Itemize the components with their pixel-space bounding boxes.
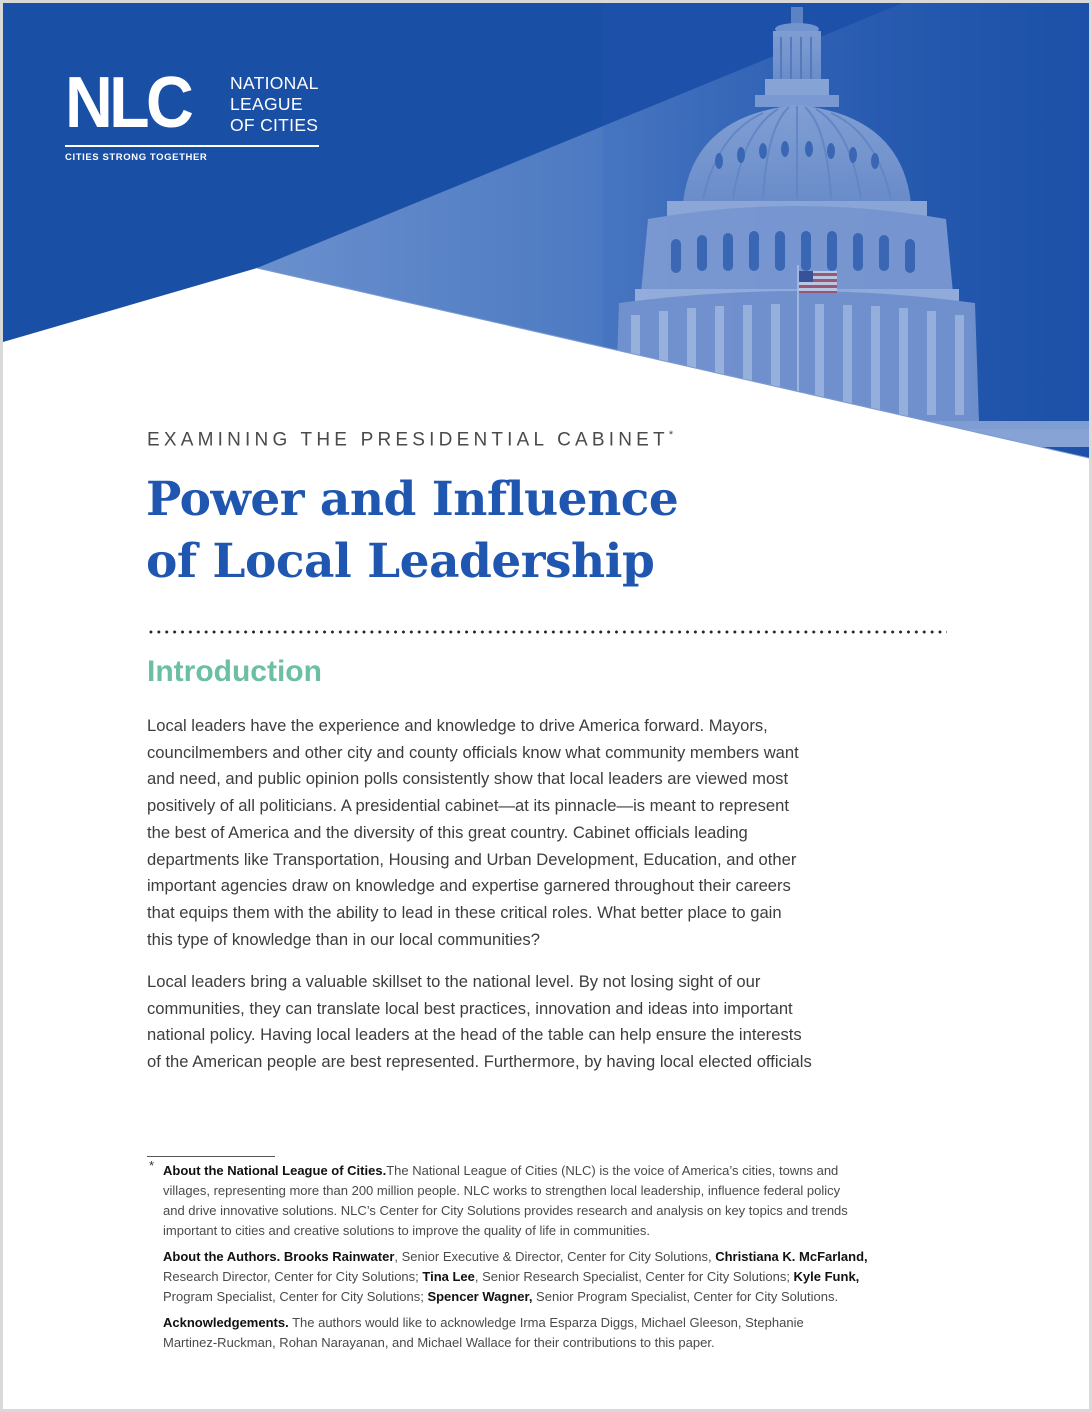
text-line: departments like Transportation, Housing and Urban Development, Education, and other [147,849,797,869]
text-line: communities, they can translate local best practices, innovation and ideas into important [147,998,793,1018]
logo-tagline: CITIES STRONG TOGETHER [65,152,208,163]
text-line: important to cities and creative solutions to improve the quality of life in communities. [163,1223,651,1238]
author-role: , Senior Research Specialist, Center for City Solutions; [474,1269,794,1284]
footnote-divider [147,1156,275,1157]
hero-banner [3,3,1089,463]
text-line: Local leaders bring a valuable skillset to the national level. By not losing sight of our [147,972,761,991]
text-line: and drive innovative solutions. NLC’s Center for City Solutions provides research and analysis on key topics and trends [163,1203,848,1218]
text-line: national policy. Having local leaders at the head of the table can help ensure the interests [147,1025,802,1045]
text-line: this type of knowledge than in our local communities? [147,929,540,949]
author-name: Brooks Rainwater [283,1249,395,1264]
footnote-heading: About the National League of Cities. [163,1163,387,1178]
footnote-text: The authors would like to acknowledge Irma Esparza Diggs, Michael Gleeson, Stephanie [288,1315,804,1330]
footnote-about-nlc [147,1158,997,1241]
author-role: Research Director, Center for City Solutions; [163,1269,423,1284]
text-line: Local leaders have the experience and knowledge to drive America forward. Mayors, [147,716,768,735]
logo-word-national: NATIONAL [230,73,319,93]
text-line: the best of America and the diversity of this great country. Cabinet officials leading [147,822,748,842]
document-title [146,469,846,593]
footnote-heading: About the Authors. [163,1249,281,1264]
author-role: Senior Program Specialist, Center for City Solutions. [532,1289,839,1304]
kicker-footnote-mark[interactable]: * [668,429,674,441]
footnote-acknowledgements [147,1313,997,1353]
text-line: that equips them with the ability to lead in these critical roles. What better place to gain [147,902,782,922]
title-line-2: of Local Leadership [146,534,655,589]
logo-word-of-cities: OF CITIES [230,115,319,135]
text-line: of the American people are best represented. Furthermore, by having local elected officials [147,1052,812,1072]
author-role: Program Specialist, Center for City Solutions; [163,1289,428,1304]
text-line: councilmembers and other city and county officials know what community members want [147,742,799,762]
section-heading-introduction: Introduction [147,655,322,688]
author-name: Kyle Funk, [793,1269,860,1284]
document-kicker [147,429,673,451]
intro-paragraph-2 [147,969,957,1076]
dotted-divider [147,630,947,634]
author-name: Spencer Wagner, [427,1289,533,1304]
logo-divider [65,145,319,147]
text-line [163,1161,997,1181]
title-line-1: Power and Influence [146,472,679,527]
footnotes [147,1158,997,1359]
footnote-about-authors [147,1247,997,1307]
text-line: villages, representing more than 200 million people. NLC works to strengthen local leadership, influence federal policy [163,1183,841,1198]
text-line: positively of all politicians. A presidential cabinet—at its pinnacle—is meant to represent [147,796,789,816]
kicker-text: EXAMINING THE PRESIDENTIAL CABINET [147,429,669,451]
logo-mark: NLC [65,63,191,143]
intro-paragraph-1 [147,713,957,953]
author-name: Christiana K. McFarland, [715,1249,868,1264]
footnote-text: The National League of Cities (NLC) is the voice of America’s cities, towns and [386,1163,839,1178]
logo-wordmark [230,73,319,136]
document-page [3,3,1089,1409]
text-line [163,1287,997,1307]
author-name: Tina Lee [422,1269,475,1284]
logo-word-league: LEAGUE [230,94,303,114]
footnote-asterisk: * [149,1158,155,1173]
text-line [163,1267,997,1287]
text-line [163,1247,997,1267]
text-line: important agencies draw on knowledge and expertise garnered throughout their careers [147,876,791,896]
footnote-heading: Acknowledgements. [163,1315,289,1330]
author-role: , Senior Executive & Director, Center for City Solutions, [394,1249,716,1264]
text-line: and need, and public opinion polls consistently show that local leaders are viewed most [147,769,789,789]
text-line: Martinez-Ruckman, Rohan Narayanan, and Michael Wallace for their contributions to this paper. [163,1335,715,1350]
text-line [163,1313,997,1333]
